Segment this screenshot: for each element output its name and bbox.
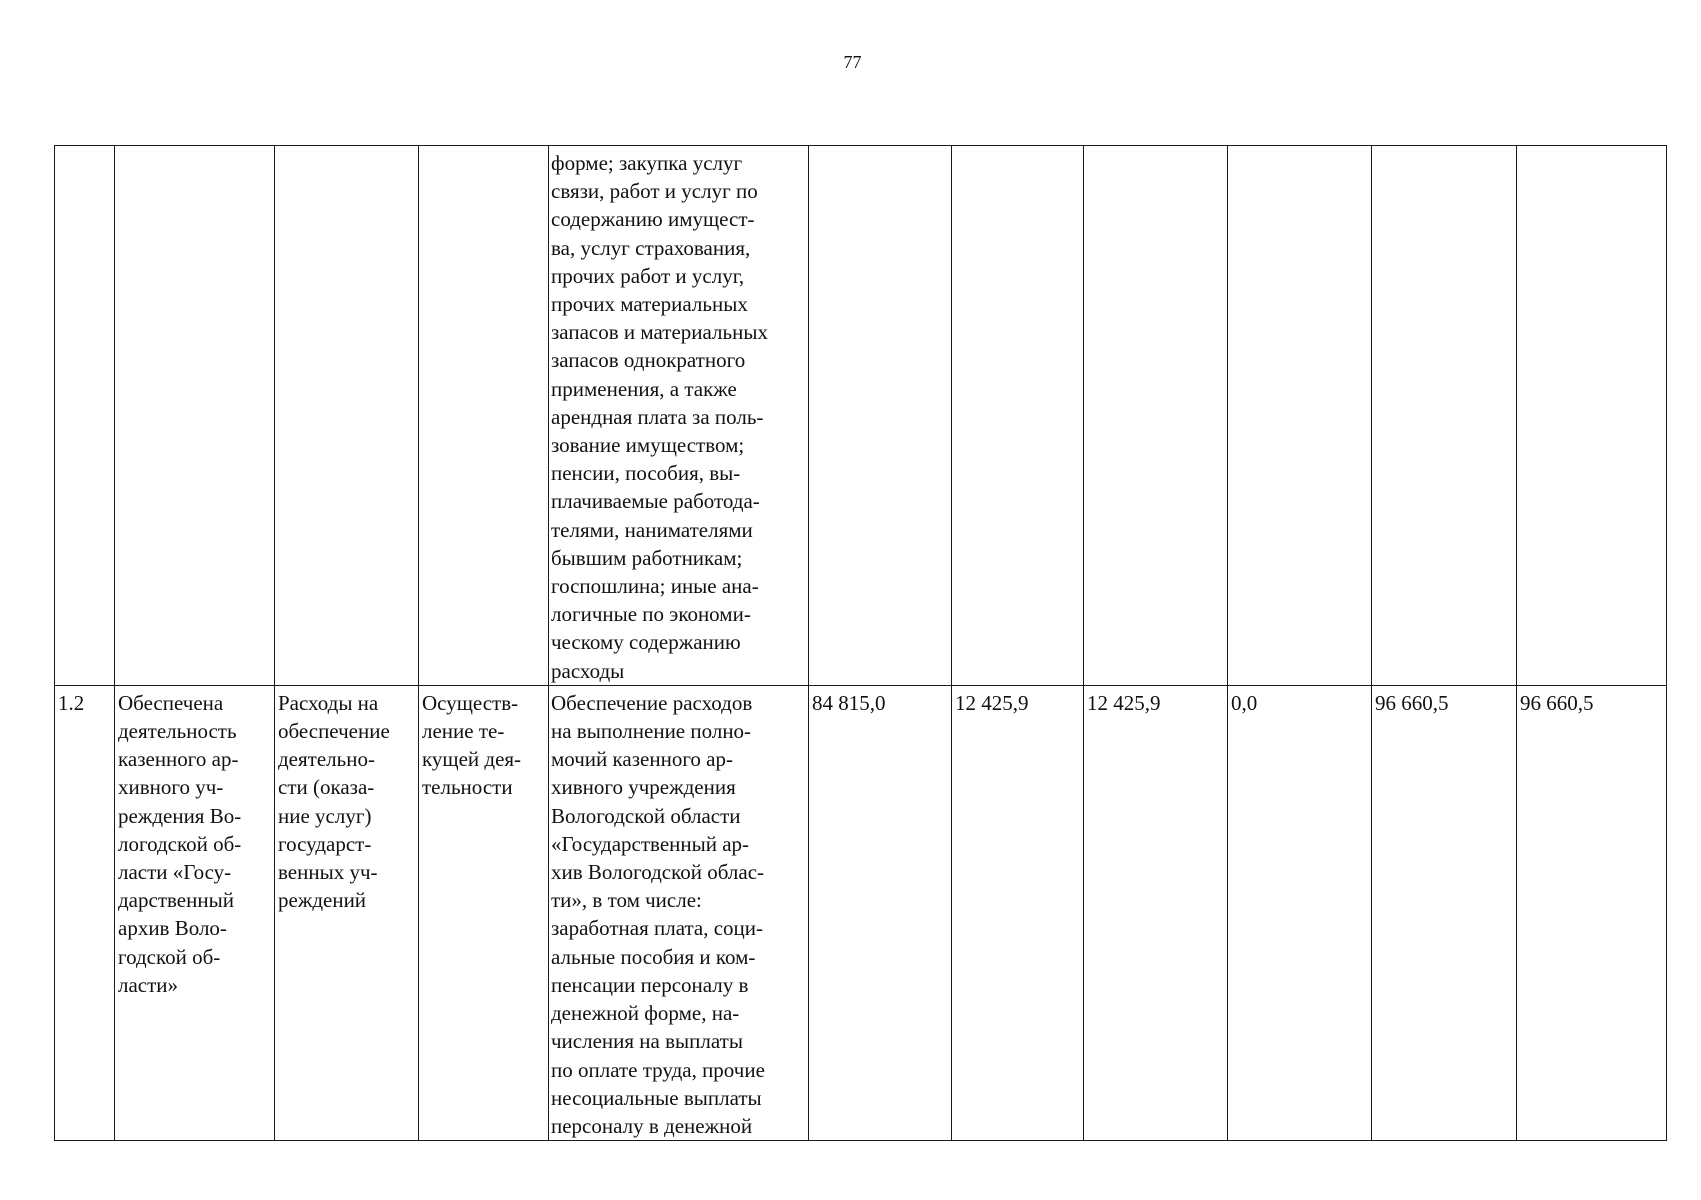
description-cell: Обеспечение расходов на выполнение полно- мочий казенного ар- хивного учреждения Вологодской области «Государственный ар- хив Вологодской облас- ти», в том числе: заработная плата, соци- альные пособия и ком- пенсации персоналу в денежной форме, на- числения на выплаты по оплате труда, прочие несоциальные выплаты персоналу в денежной bbox=[549, 685, 809, 1140]
budget-table bbox=[54, 145, 1667, 1141]
table-row bbox=[55, 146, 1667, 686]
value-cell: 0,0 bbox=[1228, 685, 1372, 1140]
table-cell bbox=[952, 146, 1084, 686]
result-cell: Обеспечена деятельность казенного ар- хивного уч- реждения Во- логодской об- ласти «Госу- дарственный архив Воло- годской об- ласти» bbox=[115, 685, 275, 1140]
description-cell: форме; закупка услуг связи, работ и услуг по содержанию имущест- ва, услуг страхования, прочих работ и услуг, прочих материальных запасов и материальных запасов однократного применения, а также арендная плата за поль- зование имуществом; пенсии, пособия, вы- плачиваемые работода- телями, нанимателями бывшим работникам; госпошлина; иные ана- логичные по экономи- ческому содержанию расходы bbox=[549, 146, 809, 686]
table-cell bbox=[1084, 146, 1228, 686]
activity-cell: Осуществ- ление те- кущей дея- тельности bbox=[419, 685, 549, 1140]
table-row bbox=[55, 685, 1667, 1140]
value-cell: 84 815,0 bbox=[809, 685, 952, 1140]
table-cell bbox=[1372, 146, 1517, 686]
value-cell: 12 425,9 bbox=[952, 685, 1084, 1140]
table-cell bbox=[55, 146, 115, 686]
table-cell bbox=[275, 146, 419, 686]
value-cell: 12 425,9 bbox=[1084, 685, 1228, 1140]
table-cell bbox=[419, 146, 549, 686]
table-cell bbox=[1517, 146, 1667, 686]
expense-type-cell: Расходы на обеспечение деятельно- сти (оказа- ние услуг) государст- венных уч- реждений bbox=[275, 685, 419, 1140]
table-cell bbox=[1228, 146, 1372, 686]
page-number: 77 bbox=[843, 52, 862, 72]
value-cell: 96 660,5 bbox=[1372, 685, 1517, 1140]
table-cell bbox=[809, 146, 952, 686]
value-cell: 96 660,5 bbox=[1517, 685, 1667, 1140]
table-cell bbox=[115, 146, 275, 686]
row-number-cell: 1.2 bbox=[55, 685, 115, 1140]
